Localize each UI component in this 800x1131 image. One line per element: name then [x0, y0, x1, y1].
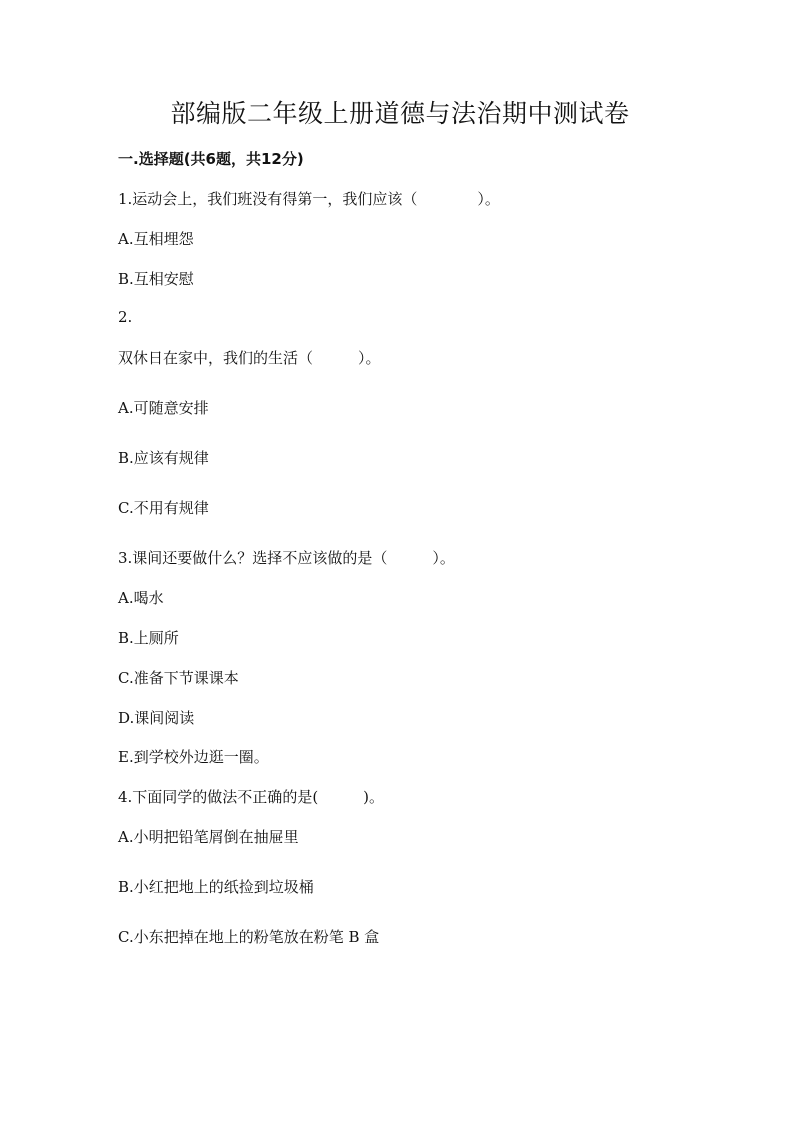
question-3-option-b: B.上厕所: [118, 629, 179, 647]
question-3-option-e: E.到学校外边逛一圈。: [118, 748, 269, 766]
question-4-stem: 4.下面同学的做法不正确的是( )。: [118, 788, 385, 806]
question-1-option-a: A.互相埋怨: [118, 230, 194, 248]
question-1-option-b: B.互相安慰: [118, 270, 194, 288]
question-2-option-c: C.不用有规律: [118, 499, 209, 517]
question-3-option-d: D.课间阅读: [118, 709, 195, 727]
page-title: 部编版二年级上册道德与法治期中测试卷: [170, 99, 630, 128]
question-4-option-c: C.小东把掉在地上的粉笔放在粉笔 B 盒: [118, 928, 380, 946]
question-2-number: 2.: [118, 308, 133, 326]
question-4-option-a: A.小明把铅笔屑倒在抽屉里: [118, 828, 299, 846]
question-2-stem: 双休日在家中，我们的生活（ ）。: [118, 349, 381, 367]
question-3-option-c: C.准备下节课课本: [118, 669, 239, 687]
question-1-stem: 1.运动会上，我们班没有得第一，我们应该（ ）。: [118, 190, 500, 208]
question-2-option-a: A.可随意安排: [118, 399, 209, 417]
question-3-option-a: A.喝水: [118, 589, 164, 607]
question-3-stem: 3.课间还要做什么？选择不应该做的是（ ）。: [118, 549, 455, 567]
question-2-option-b: B.应该有规律: [118, 449, 209, 467]
section-heading: 一.选择题(共6题，共12分): [118, 150, 304, 168]
question-4-option-b: B.小红把地上的纸捡到垃圾桶: [118, 878, 314, 896]
